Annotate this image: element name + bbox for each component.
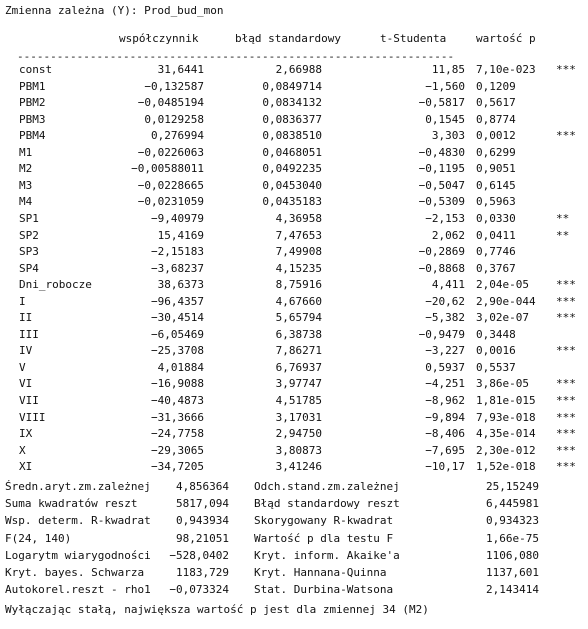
stat-value-left: 5817,094: [176, 497, 229, 511]
variable-name: VII: [19, 394, 39, 407]
stat-row: [0, 548, 588, 564]
stat-value-left: −528,0402: [169, 548, 229, 562]
variable-name: const: [19, 63, 53, 76]
p-value: 0,0016: [476, 344, 516, 358]
stat-value-left: 0,943934: [176, 514, 229, 528]
t-stat-value: 0,5937: [425, 360, 465, 374]
p-value: 0,7746: [476, 245, 516, 259]
significance-stars: ***: [556, 443, 576, 457]
variable-name: VI: [19, 377, 33, 391]
std-error-value: 0,0834132: [262, 96, 322, 110]
coefficient-value: −0,00588011: [131, 162, 204, 176]
p-value: 0,6299: [476, 145, 516, 159]
coefficient-value: −24,7758: [151, 427, 204, 441]
std-error-value: 3,97747: [275, 377, 322, 391]
t-stat-value: −7,695: [425, 443, 465, 457]
table-row: [0, 393, 588, 409]
t-stat-value: −0,1195: [418, 162, 465, 176]
p-value: 0,5537: [476, 360, 516, 374]
p-value: 0,0411: [476, 228, 516, 242]
significance-stars: ***: [556, 129, 576, 143]
significance-stars: **: [556, 211, 570, 225]
std-error-value: 3,17031: [275, 410, 322, 424]
table-row: [0, 211, 588, 227]
table-row: [0, 128, 588, 144]
stat-value-right: 6,445981: [486, 497, 539, 511]
coefficient-value: −34,7205: [151, 460, 204, 474]
std-error-value: 7,49908: [275, 245, 322, 259]
stat-label-left: Autokorel.reszt - rho1: [5, 583, 151, 597]
stat-value-right: 1,66e-75: [486, 531, 539, 545]
coefficient-value: 38,6373: [157, 278, 204, 292]
t-stat-value: 0,1545: [425, 112, 465, 126]
variable-name: M3: [19, 178, 33, 192]
stat-row: [0, 565, 588, 581]
stat-label-right: Wartość p dla testu F: [254, 531, 394, 545]
header-t-student: t-Studenta: [380, 32, 447, 45]
significance-stars: ***: [556, 394, 576, 407]
t-stat-value: −0,8868: [418, 261, 465, 275]
table-row: [0, 79, 588, 95]
page-title: Zmienna zależna (Y): Prod_bud_mon: [5, 4, 224, 17]
variable-name: M4: [19, 195, 33, 209]
stat-label-left: Suma kwadratów reszt: [5, 497, 138, 511]
variable-name: III: [19, 327, 39, 341]
t-stat-value: 3,303: [431, 129, 465, 143]
p-value: 2,04e-05: [476, 278, 529, 292]
table-row: [0, 459, 588, 475]
table-row: [0, 376, 588, 392]
header-p-value: wartość p: [476, 32, 536, 45]
variable-name: M2: [19, 162, 33, 176]
t-stat-value: −0,5309: [418, 195, 465, 209]
coefficient-value: −9,40979: [151, 211, 204, 225]
significance-stars: ***: [556, 311, 576, 325]
coefficient-value: 4,01884: [157, 360, 204, 374]
coefficient-value: 0,276994: [151, 129, 204, 143]
variable-name: SP2: [19, 228, 39, 242]
table-row: [0, 178, 588, 194]
t-stat-value: 11,85: [431, 63, 465, 76]
table-row: [0, 161, 588, 177]
std-error-value: 0,0453040: [262, 178, 322, 192]
variable-name: I: [19, 294, 26, 308]
stat-value-right: 2,143414: [486, 583, 539, 597]
p-value: 0,6145: [476, 178, 516, 192]
table-row: [0, 95, 588, 111]
coefficient-value: −0,0226063: [137, 145, 204, 159]
significance-stars: ***: [556, 344, 576, 358]
std-error-value: 7,86271: [275, 344, 322, 358]
variable-name: IX: [19, 427, 33, 441]
variable-name: PBM3: [19, 112, 46, 126]
t-stat-value: −3,227: [425, 344, 465, 358]
coefficient-value: −0,132587: [144, 79, 204, 93]
table-row: [0, 112, 588, 128]
coefficient-value: −96,4357: [151, 294, 204, 308]
coefficient-value: 31,6441: [157, 63, 204, 76]
table-row: [0, 244, 588, 260]
t-stat-value: −4,251: [425, 377, 465, 391]
stat-value-right: 1137,601: [486, 566, 539, 579]
table-row: [0, 443, 588, 459]
p-value: 1,52e-018: [476, 460, 536, 474]
std-error-value: 7,47653: [275, 228, 322, 242]
stat-value-left: −0,073324: [169, 583, 229, 597]
significance-stars: ***: [556, 410, 576, 424]
stat-value-left: 98,21051: [176, 531, 229, 545]
table-row: [0, 410, 588, 426]
significance-stars: ***: [556, 278, 576, 292]
table-row: [0, 360, 588, 376]
variable-name: V: [19, 360, 26, 374]
p-value: 3,86e-05: [476, 377, 529, 391]
p-value: 0,3448: [476, 327, 516, 341]
p-value: 3,02e-07: [476, 311, 529, 325]
coefficient-value: −6,05469: [151, 327, 204, 341]
std-error-value: 4,51785: [275, 394, 322, 407]
stat-label-right: Kryt. Hannana-Quinna: [254, 566, 387, 579]
header-separator: ------------------------------------------------------------------: [17, 50, 455, 63]
significance-stars: **: [556, 228, 570, 242]
stat-label-left: F(24, 140): [5, 531, 72, 545]
table-row: [0, 228, 588, 244]
stat-label-left: Logarytm wiarygodności: [5, 548, 151, 562]
t-stat-value: −0,5047: [418, 178, 465, 192]
std-error-value: 0,0468051: [262, 145, 322, 159]
t-stat-value: −1,560: [425, 79, 465, 93]
coefficient-value: −31,3666: [151, 410, 204, 424]
variable-name: PBM4: [19, 129, 46, 143]
variable-name: X: [19, 443, 26, 457]
p-value: 0,5963: [476, 195, 516, 209]
stat-row: [0, 513, 588, 529]
table-row: [0, 277, 588, 293]
coefficient-value: −25,3708: [151, 344, 204, 358]
variable-name: SP4: [19, 261, 39, 275]
stat-label-right: Odch.stand.zm.zależnej: [254, 480, 400, 493]
significance-stars: ***: [556, 63, 576, 76]
variable-name: VIII: [19, 410, 46, 424]
stat-value-left: 4,856364: [176, 480, 229, 493]
t-stat-value: −9,894: [425, 410, 465, 424]
std-error-value: 0,0849714: [262, 79, 322, 93]
coefficient-value: −40,4873: [151, 394, 204, 407]
stat-row: [0, 582, 588, 598]
coefficient-value: −30,4514: [151, 311, 204, 325]
stat-label-left: Wsp. determ. R-kwadrat: [5, 514, 151, 528]
coefficient-value: −0,0231059: [137, 195, 204, 209]
table-row: [0, 294, 588, 310]
t-stat-value: −0,4830: [418, 145, 465, 159]
header-coefficient: współczynnik: [119, 32, 199, 45]
table-row: [0, 327, 588, 343]
stat-label-right: Skorygowany R-kwadrat: [254, 514, 394, 528]
t-stat-value: −0,9479: [418, 327, 465, 341]
coefficient-value: 0,0129258: [144, 112, 204, 126]
coefficient-value: −0,0485194: [137, 96, 204, 110]
t-stat-value: −20,62: [425, 294, 465, 308]
variable-name: IV: [19, 344, 33, 358]
std-error-value: 6,76937: [275, 360, 322, 374]
std-error-value: 4,15235: [275, 261, 322, 275]
p-value: 0,0012: [476, 129, 516, 143]
std-error-value: 4,36958: [275, 211, 322, 225]
std-error-value: 2,94750: [275, 427, 322, 441]
t-stat-value: −8,406: [425, 427, 465, 441]
variable-name: SP3: [19, 245, 39, 259]
p-value: 0,8774: [476, 112, 516, 126]
stat-label-left: Kryt. bayes. Schwarza: [5, 566, 145, 579]
significance-stars: ***: [556, 427, 576, 441]
std-error-value: 0,0435183: [262, 195, 322, 209]
std-error-value: 3,80873: [275, 443, 322, 457]
table-row: [0, 62, 588, 78]
t-stat-value: −2,153: [425, 211, 465, 225]
coefficient-value: −3,68237: [151, 261, 204, 275]
variable-name: PBM2: [19, 96, 46, 110]
table-row: [0, 145, 588, 161]
coefficient-value: −0,0228665: [137, 178, 204, 192]
table-row: [0, 426, 588, 442]
p-value: 1,81e-015: [476, 394, 536, 407]
std-error-value: 3,41246: [275, 460, 322, 474]
std-error-value: 8,75916: [275, 278, 322, 292]
coefficient-value: −29,3065: [151, 443, 204, 457]
t-stat-value: −0,2869: [418, 245, 465, 259]
std-error-value: 5,65794: [275, 311, 322, 325]
std-error-value: 0,0492235: [262, 162, 322, 176]
stat-value-right: 25,15249: [486, 480, 539, 493]
coefficient-value: 15,4169: [157, 228, 204, 242]
header-standard-error: błąd standardowy: [235, 32, 341, 45]
t-stat-value: −10,17: [425, 460, 465, 474]
t-stat-value: −8,962: [425, 394, 465, 407]
table-row: [0, 194, 588, 210]
p-value: 0,0330: [476, 211, 516, 225]
variable-name: PBM1: [19, 79, 46, 93]
p-value: 0,1209: [476, 79, 516, 93]
stat-label-left: Średn.aryt.zm.zależnej: [5, 480, 151, 493]
coefficient-value: −16,9088: [151, 377, 204, 391]
stat-value-left: 1183,729: [176, 566, 229, 579]
p-value: 0,9051: [476, 162, 516, 176]
p-value: 0,5617: [476, 96, 516, 110]
p-value: 2,90e-044: [476, 294, 536, 308]
variable-name: SP1: [19, 211, 39, 225]
stat-value-right: 0,934323: [486, 514, 539, 528]
p-value: 7,93e-018: [476, 410, 536, 424]
t-stat-value: −0,5817: [418, 96, 465, 110]
p-value: 2,30e-012: [476, 443, 536, 457]
p-value: 4,35e-014: [476, 427, 536, 441]
variable-name: Dni_robocze: [19, 278, 92, 292]
table-row: [0, 261, 588, 277]
coefficient-value: −2,15183: [151, 245, 204, 259]
p-value: 0,3767: [476, 261, 516, 275]
t-stat-value: −5,382: [425, 311, 465, 325]
stat-label-right: Błąd standardowy reszt: [254, 497, 400, 511]
std-error-value: 4,67660: [275, 294, 322, 308]
footer-note: Wyłączając stałą, największa wartość p jest dla zmiennej 34 (M2): [5, 603, 429, 616]
stat-value-right: 1106,080: [486, 548, 539, 562]
table-row: [0, 310, 588, 326]
significance-stars: ***: [556, 294, 576, 308]
stat-row: [0, 479, 588, 495]
significance-stars: ***: [556, 377, 576, 391]
std-error-value: 6,38738: [275, 327, 322, 341]
stat-row: [0, 496, 588, 512]
table-row: [0, 343, 588, 359]
stat-label-right: Kryt. inform. Akaike'a: [254, 548, 400, 562]
stat-row: [0, 531, 588, 547]
significance-stars: ***: [556, 460, 576, 474]
t-stat-value: 4,411: [431, 278, 465, 292]
p-value: 7,10e-023: [476, 63, 536, 76]
std-error-value: 2,66988: [275, 63, 322, 76]
stat-label-right: Stat. Durbina-Watsona: [254, 583, 394, 597]
variable-name: M1: [19, 145, 33, 159]
variable-name: XI: [19, 460, 33, 474]
std-error-value: 0,0838510: [262, 129, 322, 143]
variable-name: II: [19, 311, 33, 325]
t-stat-value: 2,062: [431, 228, 465, 242]
std-error-value: 0,0836377: [262, 112, 322, 126]
